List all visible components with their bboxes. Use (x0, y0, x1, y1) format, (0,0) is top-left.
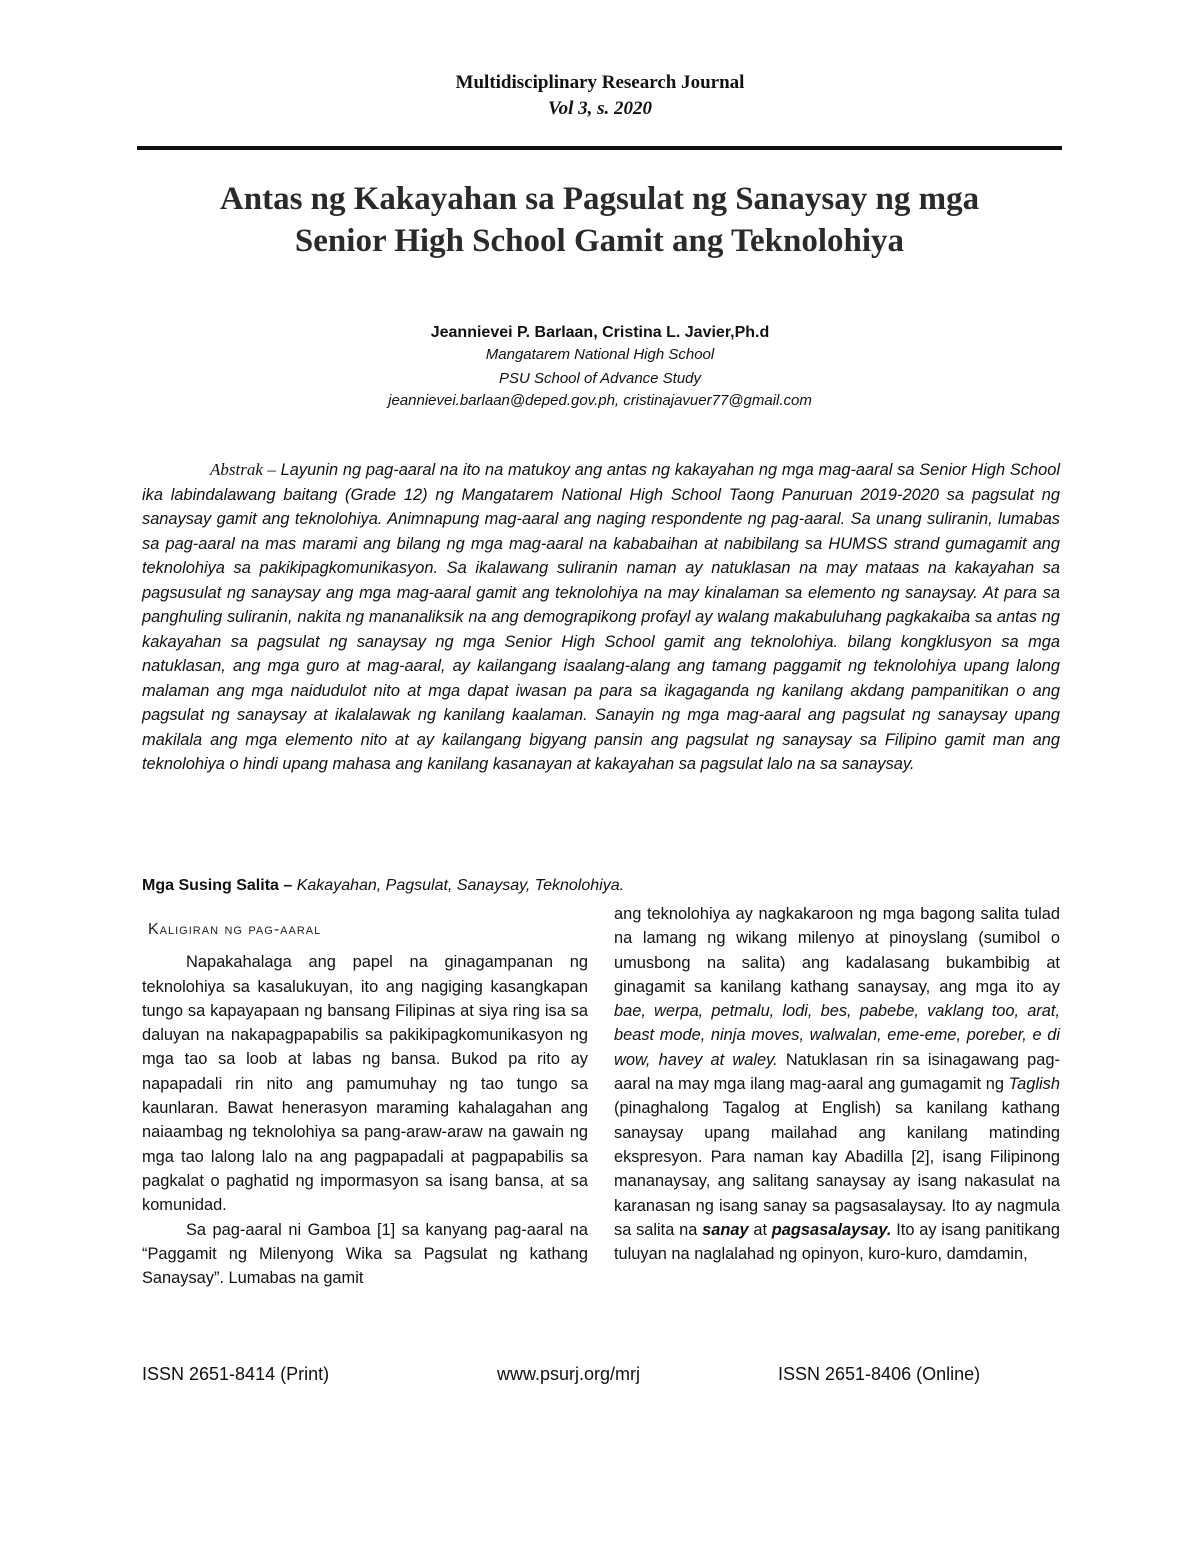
keywords (142, 874, 1060, 898)
paragraph-3-text-d: at (753, 1220, 768, 1239)
abstract-text: Layunin ng pag-aaral na ito na matukoy ang antas ng kakayahan ng mga mag-aaral sa Senior High School ika labindalawang baitang (Grade 12) ng Mangatarem National High School Taong Panuruan 2019-2020 sa pagsulat ng sanaysay gamit ang teknolohiya. Animnapung mag-aaral ang naging respondente ng pag-aaral. Sa unang suliranin, lumabas sa pag-aaral na mas marami ang bilang ng mga mag-aaral na kababaihan at nabibilang sa HUMSS strand gumagamit ang teknolohiya sa pakikipagkomunikasyon. Sa ikalawang suliranin naman ay natuklasan na may mataas na kakayahan sa pagsusulat ng sanaysay ang mga mag-aaral gamit ang teknolohiya na may kinalaman sa elemento ng sanaysay. At para sa panghuling suliranin, nakita ng mananaliksik na ang demograpikong profayl ay walang makabuluhang pagkakaiba sa antas ng kakayahan sa pagsulat ng sanaysay ng mga Senior High School gamit ang teknolohiya. bilang kongklusyon sa mga natuklasan, ang mga guro at mag-aaral, ay kailangang isaalang-alang ang tamang paggamit ng teknolohiya upang lalong malaman ang mga naidudulot nito at mga dapat iwasan pa para sa ikagaganda ng kanilang akdang pampanitikan o ang pagsulat ng sanaysay at ikalalawak ng kanilang kaalaman. Sanayin ng mga mag-aaral ang pagsulat ng sanaysay upang makilala ang mga elemento nito at ay kailangang bigyang pansin ang pagsulat ng sanaysay sa Filipino gamit man ang teknolohiya o hindi upang mahasa ang kanilang kasanayan at kakayahan sa pagsulat lalo na sa sanaysay. (142, 461, 1060, 773)
author-emails: jeannievei.barlaan@deped.gov.ph, cristinajavuer77@gmail.com (388, 392, 812, 409)
paper-title-line-2: Senior High School Gamit ang Teknolohiya (294, 223, 905, 259)
paper-title (137, 178, 1062, 262)
paragraph-3-text-c: (pinaghalong Tagalog at English) sa kanilang kathang sanaysay upang mailahad ang kanilang matinding ekspresyon. Para naman kay Abadilla [2], isang Filipinong mananaysay, ang salitang sanaysay ay isang nakasulat na karanasan ng isang sanay sa pagsasalaysay. Ito ay nagmula sa salita na (614, 1099, 1060, 1239)
abstract-label: Abstrak – (210, 460, 276, 479)
section-heading: Kaligiran ng pag-aaral (148, 921, 322, 938)
keywords-label: Mga Susing Salita – (142, 877, 293, 894)
taglish-term: Taglish (1008, 1075, 1060, 1094)
paragraph-3-text-a: ang teknolohiya ay nagkakaroon ng mga bagong salita tulad na lamang ng wikang milenyo at pinoyslang (sumibol o umusbong na salita) ang kadalasang bukambibig at ginagamit sa kanilang kathang sanaysay, ang mga ito ay (614, 905, 1060, 996)
page-footer (142, 1360, 1022, 1388)
paragraph-3-text-e: Ito ay isang panitikang tuluyan na naglalahad ng opinyon, kuro-kuro, damdamin, (614, 1220, 1060, 1264)
journal-volume: Vol 3, s. 2020 (548, 98, 652, 119)
abstract (142, 458, 1060, 777)
paper-title-line-1: Antas ng Kakayahan sa Pagsulat ng Sanaysay ng mga (219, 181, 980, 217)
term-pagsasalaysay: pagsasalaysay. (771, 1220, 892, 1239)
header-rule (137, 146, 1062, 150)
paragraph-3-text-b: Natuklasan rin sa isinagawang pag-aaral na may mga ilang mag-aaral ang gumagamit ng (614, 1050, 1060, 1094)
issn-print: ISSN 2651-8414 (Print) (142, 1364, 330, 1384)
term-sanay: sanay (702, 1220, 749, 1239)
left-column (142, 918, 588, 1290)
paragraph-1: Napakahalaga ang papel na ginagampanan ng teknolohiya sa kasalukuyan, ito ang nagiging kasangkapan tungo sa kapayapaan ng bansang Filipinas at siya ring isa sa daluyan na nakapagpapabilis sa pakikipagkomunikasyon ng mga tao sa loob at labas ng bansa. Bukod pa rito ay napapadali rin nito ang pamumuhay ng tao tungo sa kaunlaran. Bawat henerasyon maraming kahalagahan ang naiaambag ng teknolohiya sa pang-araw-araw na gawain ng mga tao lalong lalo na ang pagpapadali at pagpapabilis sa pagkalat o paghatid ng impormasyon sa isang bansa, at sa komunidad. (142, 953, 588, 1215)
slang-examples: bae, werpa, petmalu, lodi, bes, pabebe, vaklang too, arat, beast mode, ninja moves, walwalan, eme-eme, poreber, e di wow, havey at waley. (614, 1002, 1060, 1069)
journal-name: Multidisciplinary Research Journal (455, 72, 745, 93)
affiliation-school: Mangatarem National High School (485, 346, 715, 363)
right-column (614, 902, 1060, 1266)
authors: Jeannievei P. Barlaan, Cristina L. Javier,Ph.d (430, 324, 770, 341)
journal-website: www.psurj.org/mrj (497, 1364, 641, 1384)
paragraph-2: Sa pag-aaral ni Gamboa [1] sa kanyang pag-aaral na “Paggamit ng Milenyong Wika sa Pagsulat ng kathang Sanaysay”. Lumabas na gamit (142, 1220, 588, 1288)
keywords-values: Kakayahan, Pagsulat, Sanaysay, Teknolohiya. (296, 877, 625, 894)
paragraph-3 (614, 902, 1060, 1266)
issn-online: ISSN 2651-8406 (Online) (778, 1364, 981, 1384)
affiliation-graduate-school: PSU School of Advance Study (498, 370, 702, 387)
